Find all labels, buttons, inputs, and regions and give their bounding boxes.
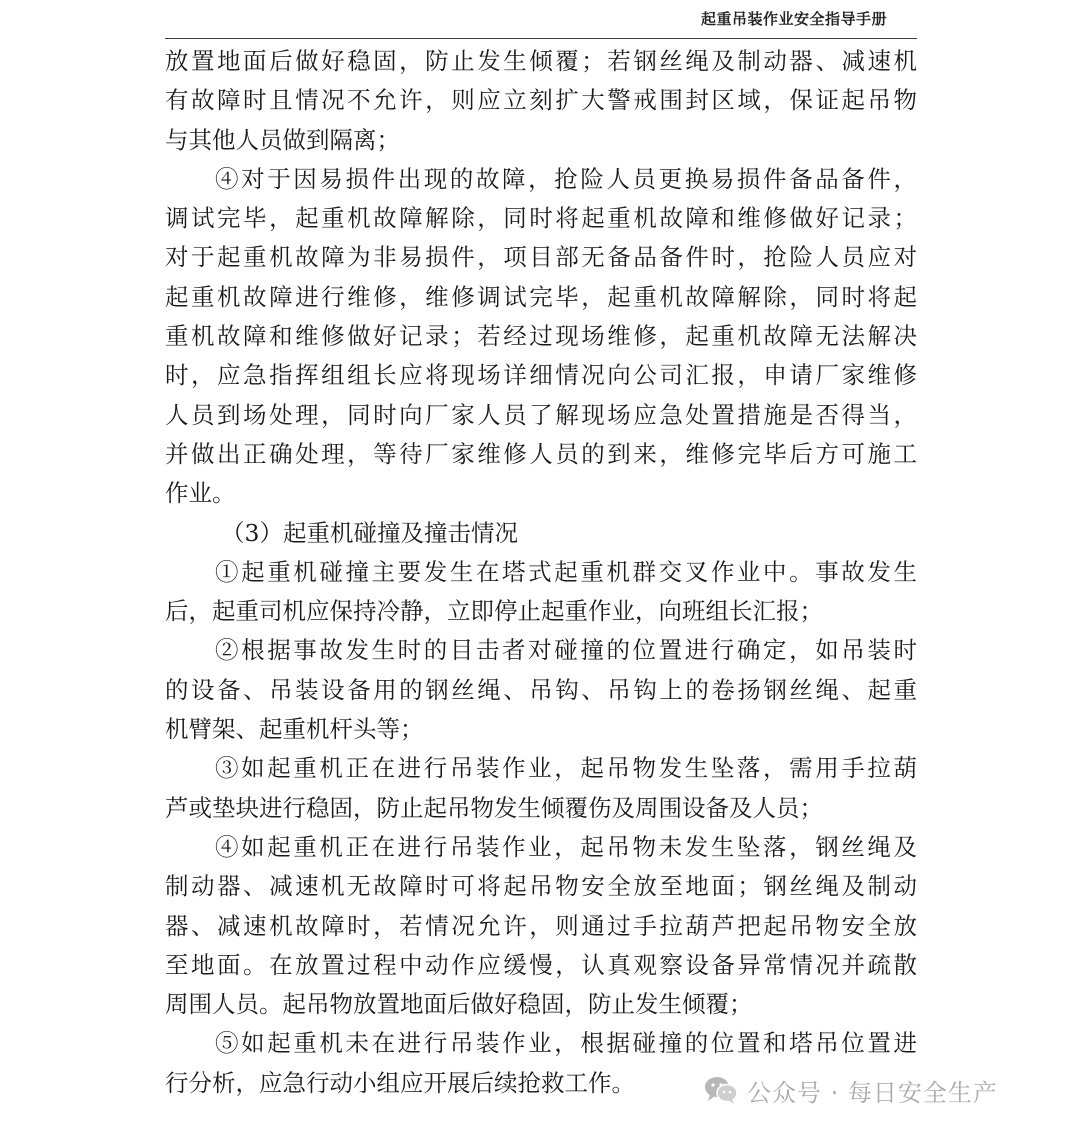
text-line: ①起重机碰撞主要发生在塔式起重机群交叉作业中。事故发生 — [215, 557, 917, 586]
text-line: 芦或垫块进行稳固，防止起吊物发生倾覆伤及周围设备及人员； — [165, 793, 823, 822]
text-line: ⑤如起重机未在进行吊装作业，根据碰撞的位置和塔吊位置进 — [215, 1029, 917, 1058]
page-header — [165, 0, 917, 39]
section-heading: （3）起重机碰撞及撞击情况 — [221, 518, 518, 547]
text-line: 制动器、减速机无故障时可将起吊物安全放至地面；钢丝绳及制动 — [165, 872, 917, 901]
text-line: ③如起重机正在进行吊装作业，起吊物发生坠落，需用手拉葫 — [215, 754, 917, 783]
text-line: 与其他人员做到隔离； — [165, 125, 400, 154]
text-line: 至地面。在放置过程中动作应缓慢，认真观察设备异常情况并疏散 — [165, 950, 917, 979]
running-title: 起重吊装作业安全指导手册 — [700, 10, 887, 28]
text-line: 器、减速机故障时，若情况允许，则通过手拉葫芦把起吊物安全放 — [165, 911, 917, 940]
text-line: 有故障时且情况不允许，则应立刻扩大警戒围封区域，保证起吊物 — [165, 86, 917, 115]
text-line: ②根据事故发生时的目击者对碰撞的位置进行确定，如吊装时 — [215, 636, 917, 665]
text-line: 放置地面后做好稳固，防止发生倾覆；若钢丝绳及制动器、减速机 — [165, 47, 917, 75]
wechat-icon — [703, 1075, 739, 1105]
body-text — [165, 42, 917, 1103]
watermark — [703, 1070, 998, 1110]
text-line: 人员到场处理，同时向厂家人员了解现场应急处置措施是否得当， — [165, 400, 917, 429]
text-line: 的设备、吊装设备用的钢丝绳、吊钩、吊钩上的卷扬钢丝绳、起重 — [165, 675, 917, 704]
text-line: 对于起重机故障为非易损件，项目部无备品备件时，抢险人员应对 — [165, 243, 917, 272]
text-line: 作业。 — [165, 479, 236, 508]
text-line: 后，起重司机应保持冷静，立即停止起重作业，向班组长汇报； — [165, 597, 823, 626]
text-line: 行分析，应急行动小组应开展后续抢救工作。 — [165, 1068, 635, 1097]
text-line: 调试完毕，起重机故障解除，同时将起重机故障和维修做好记录； — [165, 204, 917, 233]
text-line: 机臂架、起重机杆头等； — [165, 715, 424, 744]
text-line: 周围人员。起吊物放置地面后做好稳固，防止发生倾覆； — [165, 990, 753, 1019]
text-line: ④对于因易损件出现的故障，抢险人员更换易损件备品备件， — [215, 164, 917, 193]
text-line: 起重机故障进行维修，维修调试完毕，起重机故障解除，同时将起 — [165, 282, 917, 311]
text-line: 并做出正确处理，等待厂家维修人员的到来，维修完毕后方可施工 — [165, 439, 917, 468]
text-line: 时，应急指挥组组长应将现场详细情况向公司汇报，申请厂家维修 — [165, 361, 917, 390]
text-line: 重机故障和维修做好记录；若经过现场维修，起重机故障无法解决 — [165, 322, 917, 351]
watermark-text: 公众号 · 每日安全生产 — [747, 1078, 998, 1107]
text-line: ④如起重机正在进行吊装作业，起吊物未发生坠落，钢丝绳及 — [215, 832, 917, 861]
